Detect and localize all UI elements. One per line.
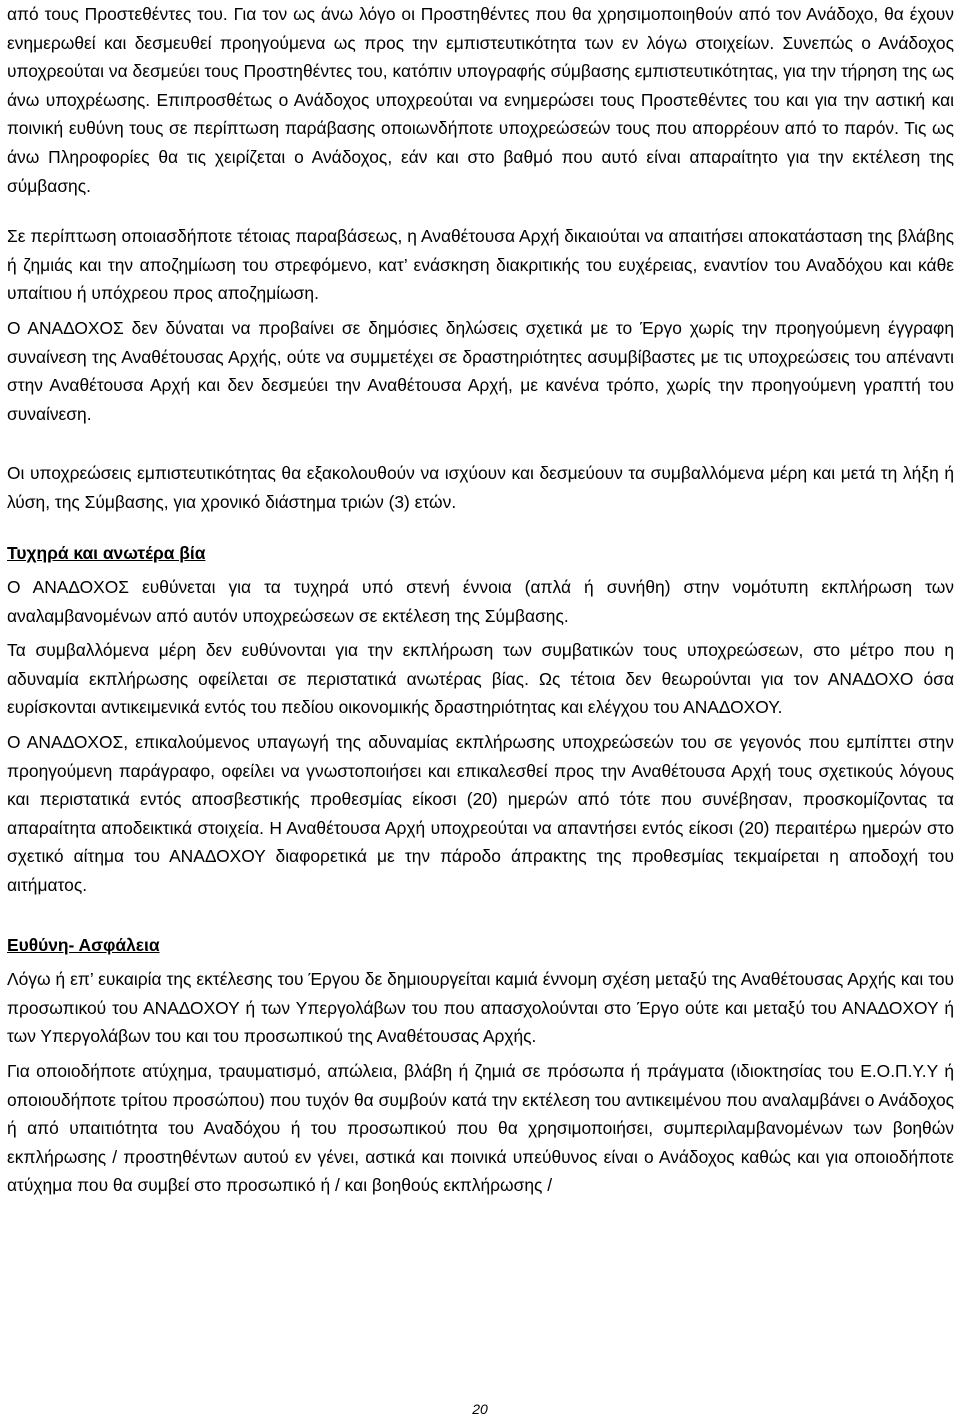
paragraph-accident-liability: Για οποιοδήποτε ατύχημα, τραυματισμό, απώλεια, βλάβη ή ζημιά σε πρόσωπα ή πράγματα (ιδιοκτησίας του Ε.Ο.Π.Υ.Υ ή οποιουδήποτε τρίτου προσώπου) που τυχόν θα συμβούν κατά την εκτέλεση του αντικειμένου που αναλαμβάνει ο Ανάδοχος ή από υπαιτιότητα του Αναδόχου ή του προσωπικού που θα χρησιμοποιήσει, συμπεριλαμβανομένων των βοηθών εκπλήρωσης / προστηθέντων αυτού εν γένει, αστικά και ποινικά υπεύθυνος είναι ο Ανάδοχος καθώς και για οποιοδήποτε ατύχημα που θα συμβεί στο προσωπικό ή / και βοηθούς εκπλήρωσης / bbox=[7, 1061, 954, 1196]
paragraph-public-statements: Ο ΑΝΑΔΟΧΟΣ δεν δύναται να προβαίνει σε δημόσιες δηλώσεις σχετικά με το Έργο χωρίς την προηγούμενη έγγραφη συναίνεση της Αναθέτουσας Αρχής, ούτε να συμμετέχει σε δραστηριότητες ασυμβίβαστες με τις υποχρεώσεις του απέναντι στην Αναθέτουσα Αρχή και δεν δεσμεύει την Αναθέτουσα Αρχή, με κανένα τρόπο, χωρίς την προηγούμενη γραπτή του συναίνεση. bbox=[7, 317, 954, 424]
page-number: 20 bbox=[472, 1401, 488, 1417]
heading-liability-insurance: Ευθύνη- Ασφάλεια bbox=[7, 934, 160, 955]
paragraph-no-legal-relationship: Λόγω ή επ’ ευκαιρία της εκτέλεσης του Έργου δε δημιουργείται καμιά έννομη σχέση μεταξύ της Αναθέτουσας Αρχής και του προσωπικού του ΑΝΑΔΟΧΟΥ ή των Υπεργολάβων του που απασχολούνται στο Έργο ούτε και μεταξύ του ΑΝΑΔΟΧΟΥ ή των Υπεργολάβων του και του προσωπικού της Αναθέτουσας Αρχής. bbox=[7, 969, 954, 1047]
paragraph-force-majeure-exemption: Τα συμβαλλόμενα μέρη δεν ευθύνονται για την εκπλήρωση των συμβατικών τους υποχρεώσεων, στο μέτρο που η αδυναμία εκπλήρωσης οφείλεται σε περιστατικά ανωτέρας βίας. Ως τέτοια δεν θεωρούνται για τον ΑΝΑΔΟΧΟ όσα ευρίσκονται αντικειμενικά εντός του πεδίου οικονομικής δραστηριότητας και ελέγχου του ΑΝΑΔΟΧΟΥ. bbox=[7, 640, 954, 718]
paragraph-breach-compensation: Σε περίπτωση οποιασδήποτε τέτοιας παραβάσεως, η Αναθέτουσα Αρχή δικαιούται να απαιτήσει αποκατάσταση της βλάβης ή ζημιάς και την αποζημίωση του στρεφόμενο, κατ’ ενάσκηση διακριτικής του ευχέρειας, εναντίον του Αναδόχου και κάθε υπαίτιου ή υπόχρεου προς αποζημίωση. bbox=[7, 226, 954, 304]
paragraph-contractor-liability: Ο ΑΝΑΔΟΧΟΣ ευθύνεται για τα τυχηρά υπό στενή έννοια (απλά ή συνήθη) στην νομότυπη εκπλήρωση των αναλαμβανομένων από αυτόν υποχρεώσεων σε εκτέλεση της Σύμβασης. bbox=[7, 577, 954, 626]
document-page bbox=[7, 0, 954, 1200]
paragraph-force-majeure-notification: Ο ΑΝΑΔΟΧΟΣ, επικαλούμενος υπαγωγή της αδυναμίας εκπλήρωσης υποχρεώσεών του σε γεγονός που εμπίπτει στην προηγούμενη παράγραφο, οφείλει να γνωστοποιήσει και επικαλεσθεί προς την Αναθέτουσα Αρχή τους σχετικούς λόγους και περιστατικά εντός αποσβεστικής προθεσμίας είκοσι (20) ημερών από τότε που συνέβησαν, προσκομίζοντας τα απαραίτητα αποδεικτικά στοιχεία. Η Αναθέτουσα Αρχή υποχρεούται να απαντήσει εντός είκοσι (20) περαιτέρω ημερών στο σχετικό αίτημα του ΑΝΑΔΟΧΟΥ διαφορετικά με την πάροδο άπρακτης της προθεσμίας τεκμαίρεται η αποδοχή του αιτήματος. bbox=[7, 732, 954, 896]
heading-force-majeure: Τυχηρά και ανωτέρα βία bbox=[7, 542, 206, 563]
paragraph-confidentiality-staff: από τους Προστεθέντες του. Για τον ως άνω λόγο οι Προστηθέντες που θα χρησιμοποιηθούν από τον Ανάδοχο, θα έχουν ενημερωθεί και δεσμευθεί προηγούμενα ως προς την εμπιστευτικότητα των εν λόγω στοιχείων. Συνεπώς ο Ανάδοχος υποχρεούται να δεσμεύει τους Προστηθέντες του, κατόπιν υπογραφής σύμβασης εμπιστευτικότητας, για την τήρηση της ως άνω υποχρέωσης. Επιπροσθέτως ο Ανάδοχος υποχρεούται να ενημερώσει τους Προστεθέντες του και για την αστική και ποινική ευθύνη τους σε περίπτωση παράβασης οποιωνδήποτε υποχρεώσεών τους που απορρέουν από το παρόν. Τις ως άνω Πληροφορίες θα τις χειρίζεται ο Ανάδοχος, εάν και στο βαθμό που αυτό είναι απαραίτητο για την εκτέλεση της σύμβασης. bbox=[7, 4, 954, 196]
paragraph-confidentiality-duration: Οι υποχρεώσεις εμπιστευτικότητας θα εξακολουθούν να ισχύουν και δεσμεύουν τα συμβαλλόμενα μέρη και μετά τη λήξη ή λύση, της Σύμβασης, για χρονικό διάστημα τριών (3) ετών. bbox=[7, 463, 954, 512]
